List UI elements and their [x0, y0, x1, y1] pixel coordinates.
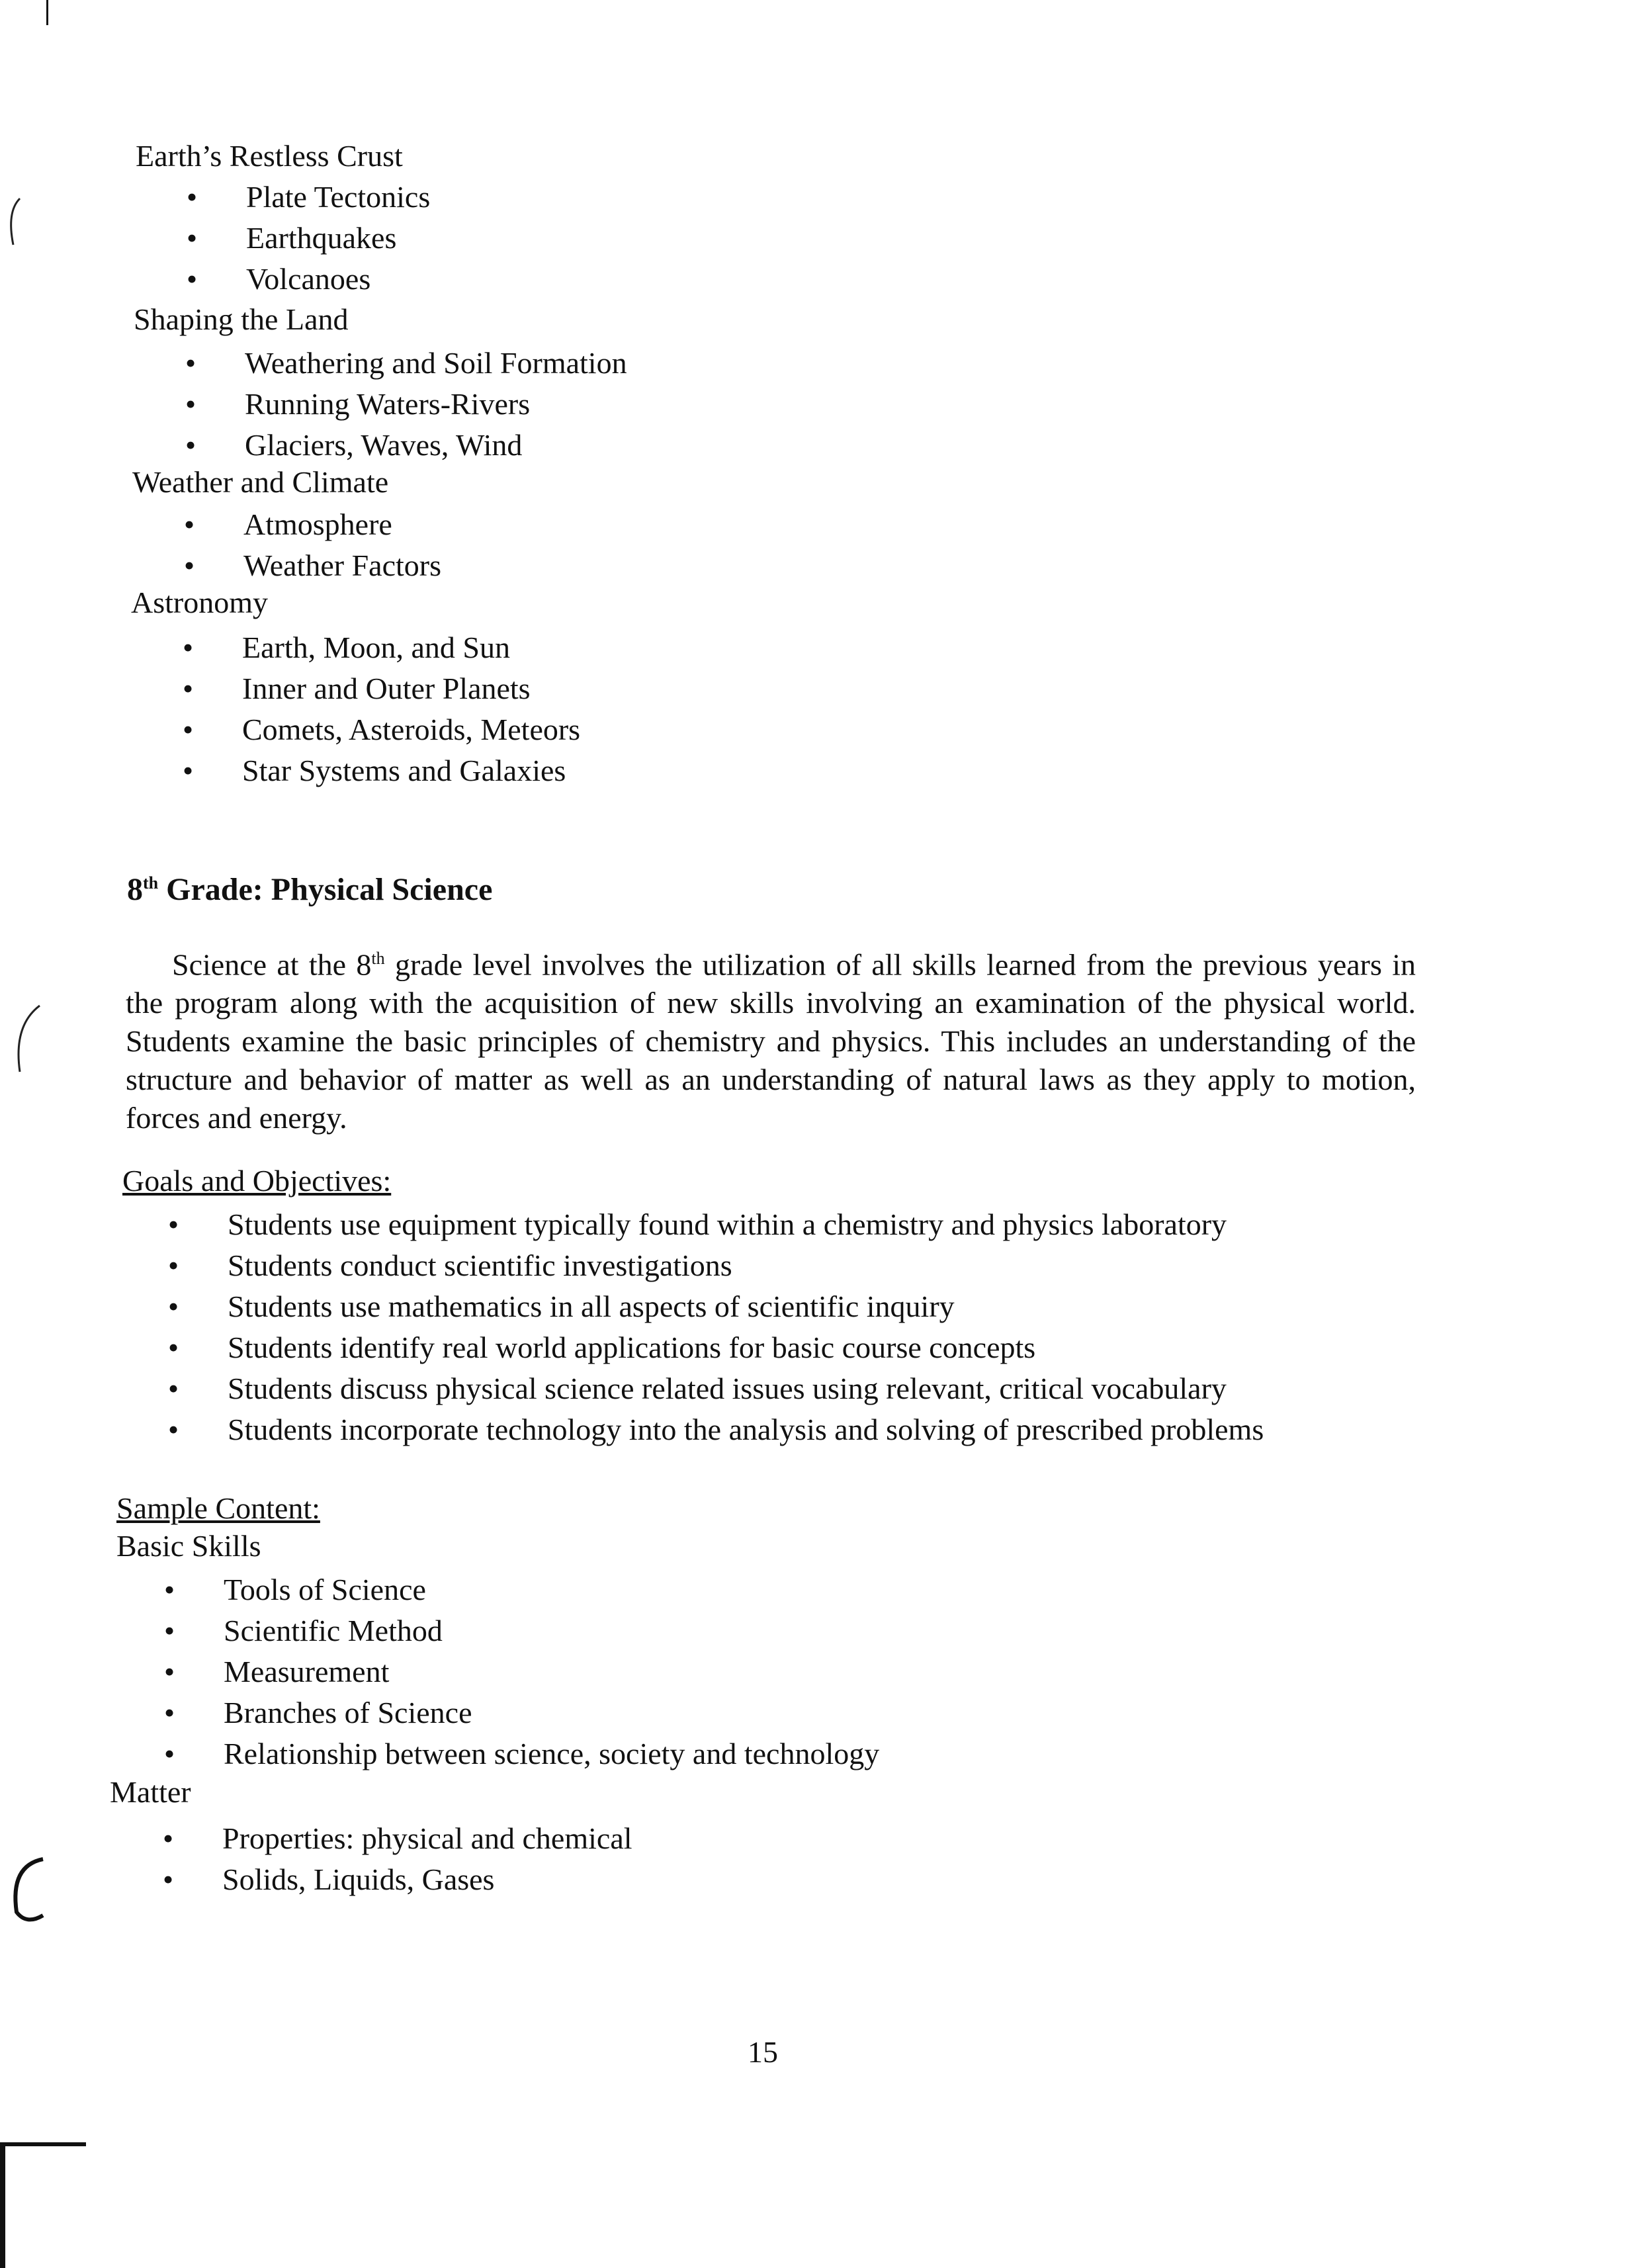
list-item: • Solids, Liquids, Gases — [163, 1859, 632, 1900]
astronomy-list — [183, 627, 580, 791]
matter-title: Matter — [110, 1775, 191, 1809]
goals-heading: Goals and Objectives: — [122, 1164, 392, 1198]
intro-paragraph — [126, 939, 1416, 1137]
earth-restless-crust-list — [187, 177, 430, 300]
matter-list — [163, 1818, 632, 1900]
intro-sup: th — [371, 949, 385, 968]
shaping-the-land-group — [134, 299, 349, 340]
list-item: • Students discuss physical science related issues using relevant, critical vocabulary — [168, 1368, 1264, 1409]
list-item: • Volcanoes — [187, 259, 430, 300]
list-item: • Weather Factors — [184, 545, 441, 586]
grade-title: Grade: Physical Science — [158, 872, 493, 907]
weather-climate-list — [184, 504, 441, 586]
list-item: • Students use mathematics in all aspects of scientific inquiry — [168, 1286, 1264, 1327]
earth-restless-crust-group — [136, 136, 403, 177]
list-item: • Running Waters-Rivers — [185, 384, 627, 425]
list-item: • Glaciers, Waves, Wind — [185, 425, 627, 466]
scan-mark — [46, 0, 48, 25]
list-item: • Measurement — [164, 1651, 879, 1692]
grade-heading — [127, 863, 492, 910]
list-item: • Students conduct scientific investigations — [168, 1245, 1264, 1286]
list-item: • Students use equipment typically found within a chemistry and physics laboratory — [168, 1204, 1264, 1245]
list-item: • Scientific Method — [164, 1610, 879, 1651]
goals-list — [168, 1204, 1264, 1450]
page-number: 15 — [748, 2035, 778, 2069]
grade-suffix: th — [143, 873, 159, 893]
group-title: Weather and Climate — [132, 465, 389, 499]
basic-skills-list — [164, 1569, 879, 1774]
list-item: • Atmosphere — [184, 504, 441, 545]
group-title: Earth’s Restless Crust — [136, 139, 403, 173]
list-item: • Comets, Asteroids, Meteors — [183, 709, 580, 750]
scan-corner-mark — [0, 2142, 5, 2268]
scan-bracket-mark — [0, 992, 53, 1092]
list-item: • Star Systems and Galaxies — [183, 750, 580, 791]
scan-bracket-mark — [0, 185, 40, 265]
scan-corner-mark — [0, 2142, 86, 2146]
list-item: • Students incorporate technology into the analysis and solving of prescribed problems — [168, 1409, 1264, 1450]
list-item: • Properties: physical and chemical — [163, 1818, 632, 1859]
basic-skills-title: Basic Skills — [116, 1529, 261, 1563]
list-item: • Tools of Science — [164, 1569, 879, 1610]
list-item: • Plate Tectonics — [187, 177, 430, 218]
sample-content-heading: Sample Content: — [116, 1491, 320, 1525]
list-item: • Earth, Moon, and Sun — [183, 627, 580, 668]
group-title: Shaping the Land — [134, 302, 349, 336]
list-item: • Relationship between science, society and technology — [164, 1733, 879, 1774]
weather-climate-group — [132, 462, 388, 503]
list-item: • Students identify real world applications for basic course concepts — [168, 1327, 1264, 1368]
astronomy-group — [131, 582, 268, 623]
list-item: • Earthquakes — [187, 218, 430, 259]
intro-text-rest: grade level involves the utilization of all skills learned from the previous years in the program along with the acquisition of new skills involving an examination of the physical world. Students examine the basic principles of chemistry and physics. This includes an understanding of the structure and behavior of matter as well as an understanding of natural laws as they apply to motion, forces and energy. — [126, 947, 1416, 1135]
list-item: • Weathering and Soil Formation — [185, 343, 627, 384]
list-item: • Branches of Science — [164, 1692, 879, 1733]
grade-number: 8 — [127, 872, 143, 907]
scan-bracket-mark — [0, 1839, 53, 1939]
shaping-the-land-list — [185, 343, 627, 466]
intro-text-start: Science at the 8 — [172, 947, 372, 982]
list-item: • Inner and Outer Planets — [183, 668, 580, 709]
group-title: Astronomy — [131, 586, 268, 619]
